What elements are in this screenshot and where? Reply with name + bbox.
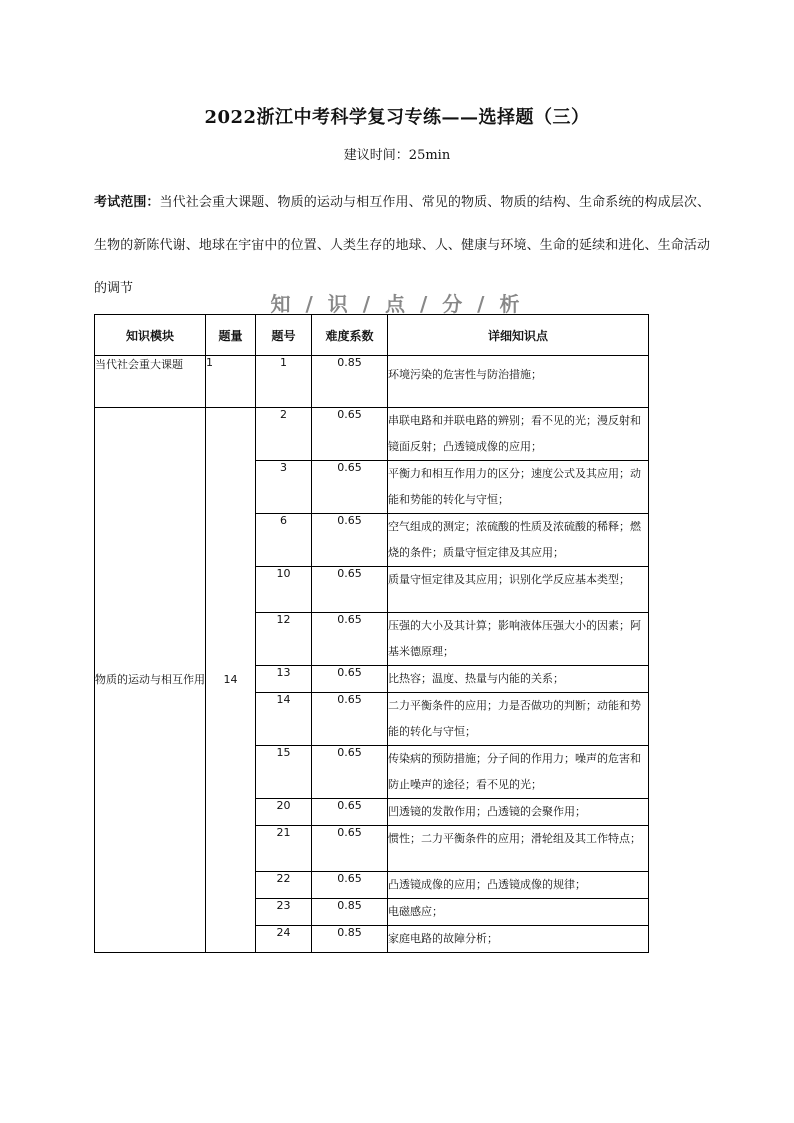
table-row [95, 356, 649, 408]
section-heading: 知 / 识 / 点 / 分 / 析 [270, 292, 524, 316]
question-no: 22 [256, 872, 312, 899]
knowledge-detail: 比热容；温度、热量与内能的关系； [388, 666, 649, 693]
difficulty: 0.65 [312, 408, 388, 461]
knowledge-detail: 串联电路和并联电路的辨别；看不见的光；漫反射和镜面反射；凸透镜成像的应用； [388, 408, 649, 461]
knowledge-detail: 空气组成的测定；浓硫酸的性质及浓硫酸的稀释；燃烧的条件；质量守恒定律及其应用； [388, 514, 649, 567]
difficulty: 0.65 [312, 826, 388, 872]
difficulty: 0.65 [312, 666, 388, 693]
difficulty: 0.65 [312, 613, 388, 666]
difficulty: 0.85 [312, 899, 388, 926]
knowledge-detail: 凸透镜成像的应用；凸透镜成像的规律； [388, 872, 649, 899]
question-no: 1 [256, 356, 312, 408]
header-module: 知识模块 [95, 315, 206, 356]
knowledge-detail: 二力平衡条件的应用；力是否做功的判断；动能和势能的转化与守恒； [388, 693, 649, 746]
difficulty: 0.65 [312, 693, 388, 746]
question-no: 10 [256, 567, 312, 613]
knowledge-detail: 平衡力和相互作用力的区分；速度公式及其应用；动能和势能的转化与守恒； [388, 461, 649, 514]
question-no: 23 [256, 899, 312, 926]
table-row [95, 408, 649, 461]
document-title: 2022浙江中考科学复习专练——选择题（三） [204, 107, 590, 128]
question-no: 3 [256, 461, 312, 514]
difficulty: 0.65 [312, 799, 388, 826]
header-difficulty: 难度系数 [312, 315, 388, 356]
difficulty: 0.65 [312, 514, 388, 567]
knowledge-table [94, 314, 649, 953]
difficulty: 0.65 [312, 872, 388, 899]
knowledge-detail: 压强的大小及其计算；影响液体压强大小的因素；阿基米德原理； [388, 613, 649, 666]
question-no: 21 [256, 826, 312, 872]
exam-scope-text: 当代社会重大课题、物质的运动与相互作用、常见的物质、物质的结构、生命系统的构成层次、生物的新陈代谢、地球在宇宙中的位置、人类生存的地球、人、健康与环境、生命的延续和进化、生命活动的调节 [94, 195, 710, 296]
exam-scope-label: 考试范围： [94, 195, 160, 210]
module-count: 14 [206, 408, 256, 953]
question-no: 24 [256, 926, 312, 953]
question-no: 2 [256, 408, 312, 461]
question-no: 15 [256, 746, 312, 799]
module-name: 物质的运动与相互作用 [95, 408, 206, 953]
difficulty: 0.65 [312, 746, 388, 799]
question-no: 20 [256, 799, 312, 826]
difficulty: 0.65 [312, 567, 388, 613]
difficulty: 0.85 [312, 926, 388, 953]
question-no: 14 [256, 693, 312, 746]
knowledge-detail: 电磁感应； [388, 899, 649, 926]
knowledge-detail: 凹透镜的发散作用；凸透镜的会聚作用； [388, 799, 649, 826]
table-header-row [95, 315, 649, 356]
module-count: 1 [206, 356, 256, 408]
question-no: 6 [256, 514, 312, 567]
knowledge-detail: 传染病的预防措施；分子间的作用力；噪声的危害和防止噪声的途径；看不见的光； [388, 746, 649, 799]
knowledge-detail: 质量守恒定律及其应用；识别化学反应基本类型； [388, 567, 649, 613]
header-detail: 详细知识点 [388, 315, 649, 356]
header-question-no: 题号 [256, 315, 312, 356]
difficulty: 0.85 [312, 356, 388, 408]
suggested-time: 建议时间：25min [343, 148, 451, 163]
knowledge-detail: 惯性；二力平衡条件的应用；滑轮组及其工作特点； [388, 826, 649, 872]
header-count: 题量 [206, 315, 256, 356]
question-no: 13 [256, 666, 312, 693]
difficulty: 0.65 [312, 461, 388, 514]
knowledge-detail: 环境污染的危害性与防治措施； [388, 356, 649, 408]
question-no: 12 [256, 613, 312, 666]
knowledge-detail: 家庭电路的故障分析； [388, 926, 649, 953]
module-name: 当代社会重大课题 [95, 356, 206, 408]
